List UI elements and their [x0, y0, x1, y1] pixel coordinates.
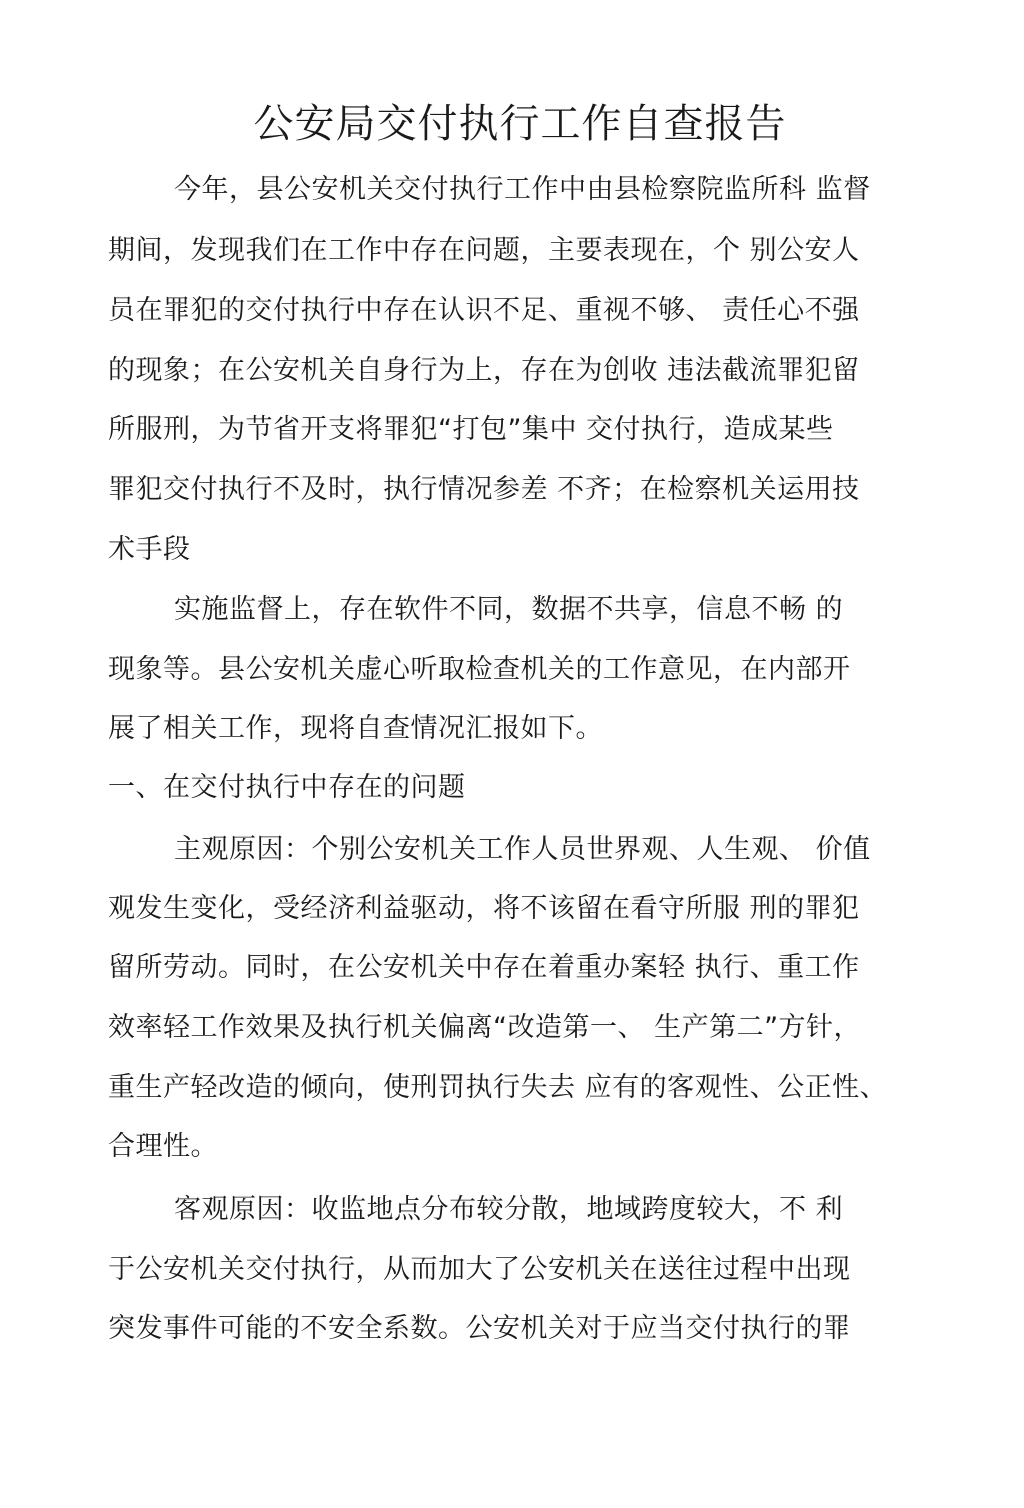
paragraph-2-line-2: 现象等。县公安机关虚心听取检查机关的工作意见，在内部开 [108, 654, 851, 685]
paragraph-4-line-1: 客观原因：收监地点分布较分散，地域跨度较大，不 利 [174, 1194, 844, 1225]
paragraph-1-line-3: 员在罪犯的交付执行中存在认识不足、重视不够、 责任心不强 [108, 295, 860, 326]
paragraph-4-line-2: 于公安机关交付执行，从而加大了公安机关在送往过程中出现 [108, 1254, 851, 1285]
section-heading: 一、在交付执行中存在的问题 [108, 772, 466, 803]
paragraph-3-line-5: 重生产轻改造的倾向，使刑罚执行失去 应有的客观性、公正性、 [108, 1072, 888, 1103]
paragraph-2-line-1: 实施监督上，存在软件不同，数据不共享，信息不畅 的 [174, 594, 844, 625]
paragraph-1-line-6: 罪犯交付执行不及时，执行情况参差 不齐；在检察机关运用技 [108, 474, 860, 505]
paragraph-1-line-5: 所服刑，为节省开支将罪犯“打包”集中 交付执行，造成某些 [108, 414, 834, 445]
document-title: 公安局交付执行工作自查报告 [253, 101, 787, 147]
paragraph-3-line-4: 效率轻工作效果及执行机关偏离“改造第一、 生产第二”方针， [108, 1012, 862, 1043]
paragraph-1-line-1: 今年，县公安机关交付执行工作中由县检察院监所科 监督 [174, 174, 871, 205]
paragraph-3-line-2: 观发生变化，受经济利益驱动，将不该留在看守所服 刑的罪犯 [108, 893, 860, 924]
paragraph-2-line-3: 展了相关工作，现将自查情况汇报如下。 [108, 713, 603, 744]
paragraph-3-line-3: 留所劳动。同时，在公安机关中存在着重办案轻 执行、重工作 [108, 952, 860, 983]
paragraph-1-line-4: 的现象；在公安机关自身行为上，存在为创收 违法截流罪犯留 [108, 355, 860, 386]
paragraph-1-line-2: 期间，发现我们在工作中存在问题，主要表现在，个 别公安人 [108, 235, 860, 266]
paragraph-3-line-1: 主观原因：个别公安机关工作人员世界观、人生观、 价值 [174, 834, 871, 865]
paragraph-4-line-3: 突发事件可能的不安全系数。公安机关对于应当交付执行的罪 [108, 1313, 851, 1344]
paragraph-3-line-6: 合理性。 [108, 1131, 218, 1162]
paragraph-1-line-7: 术手段 [108, 534, 191, 565]
